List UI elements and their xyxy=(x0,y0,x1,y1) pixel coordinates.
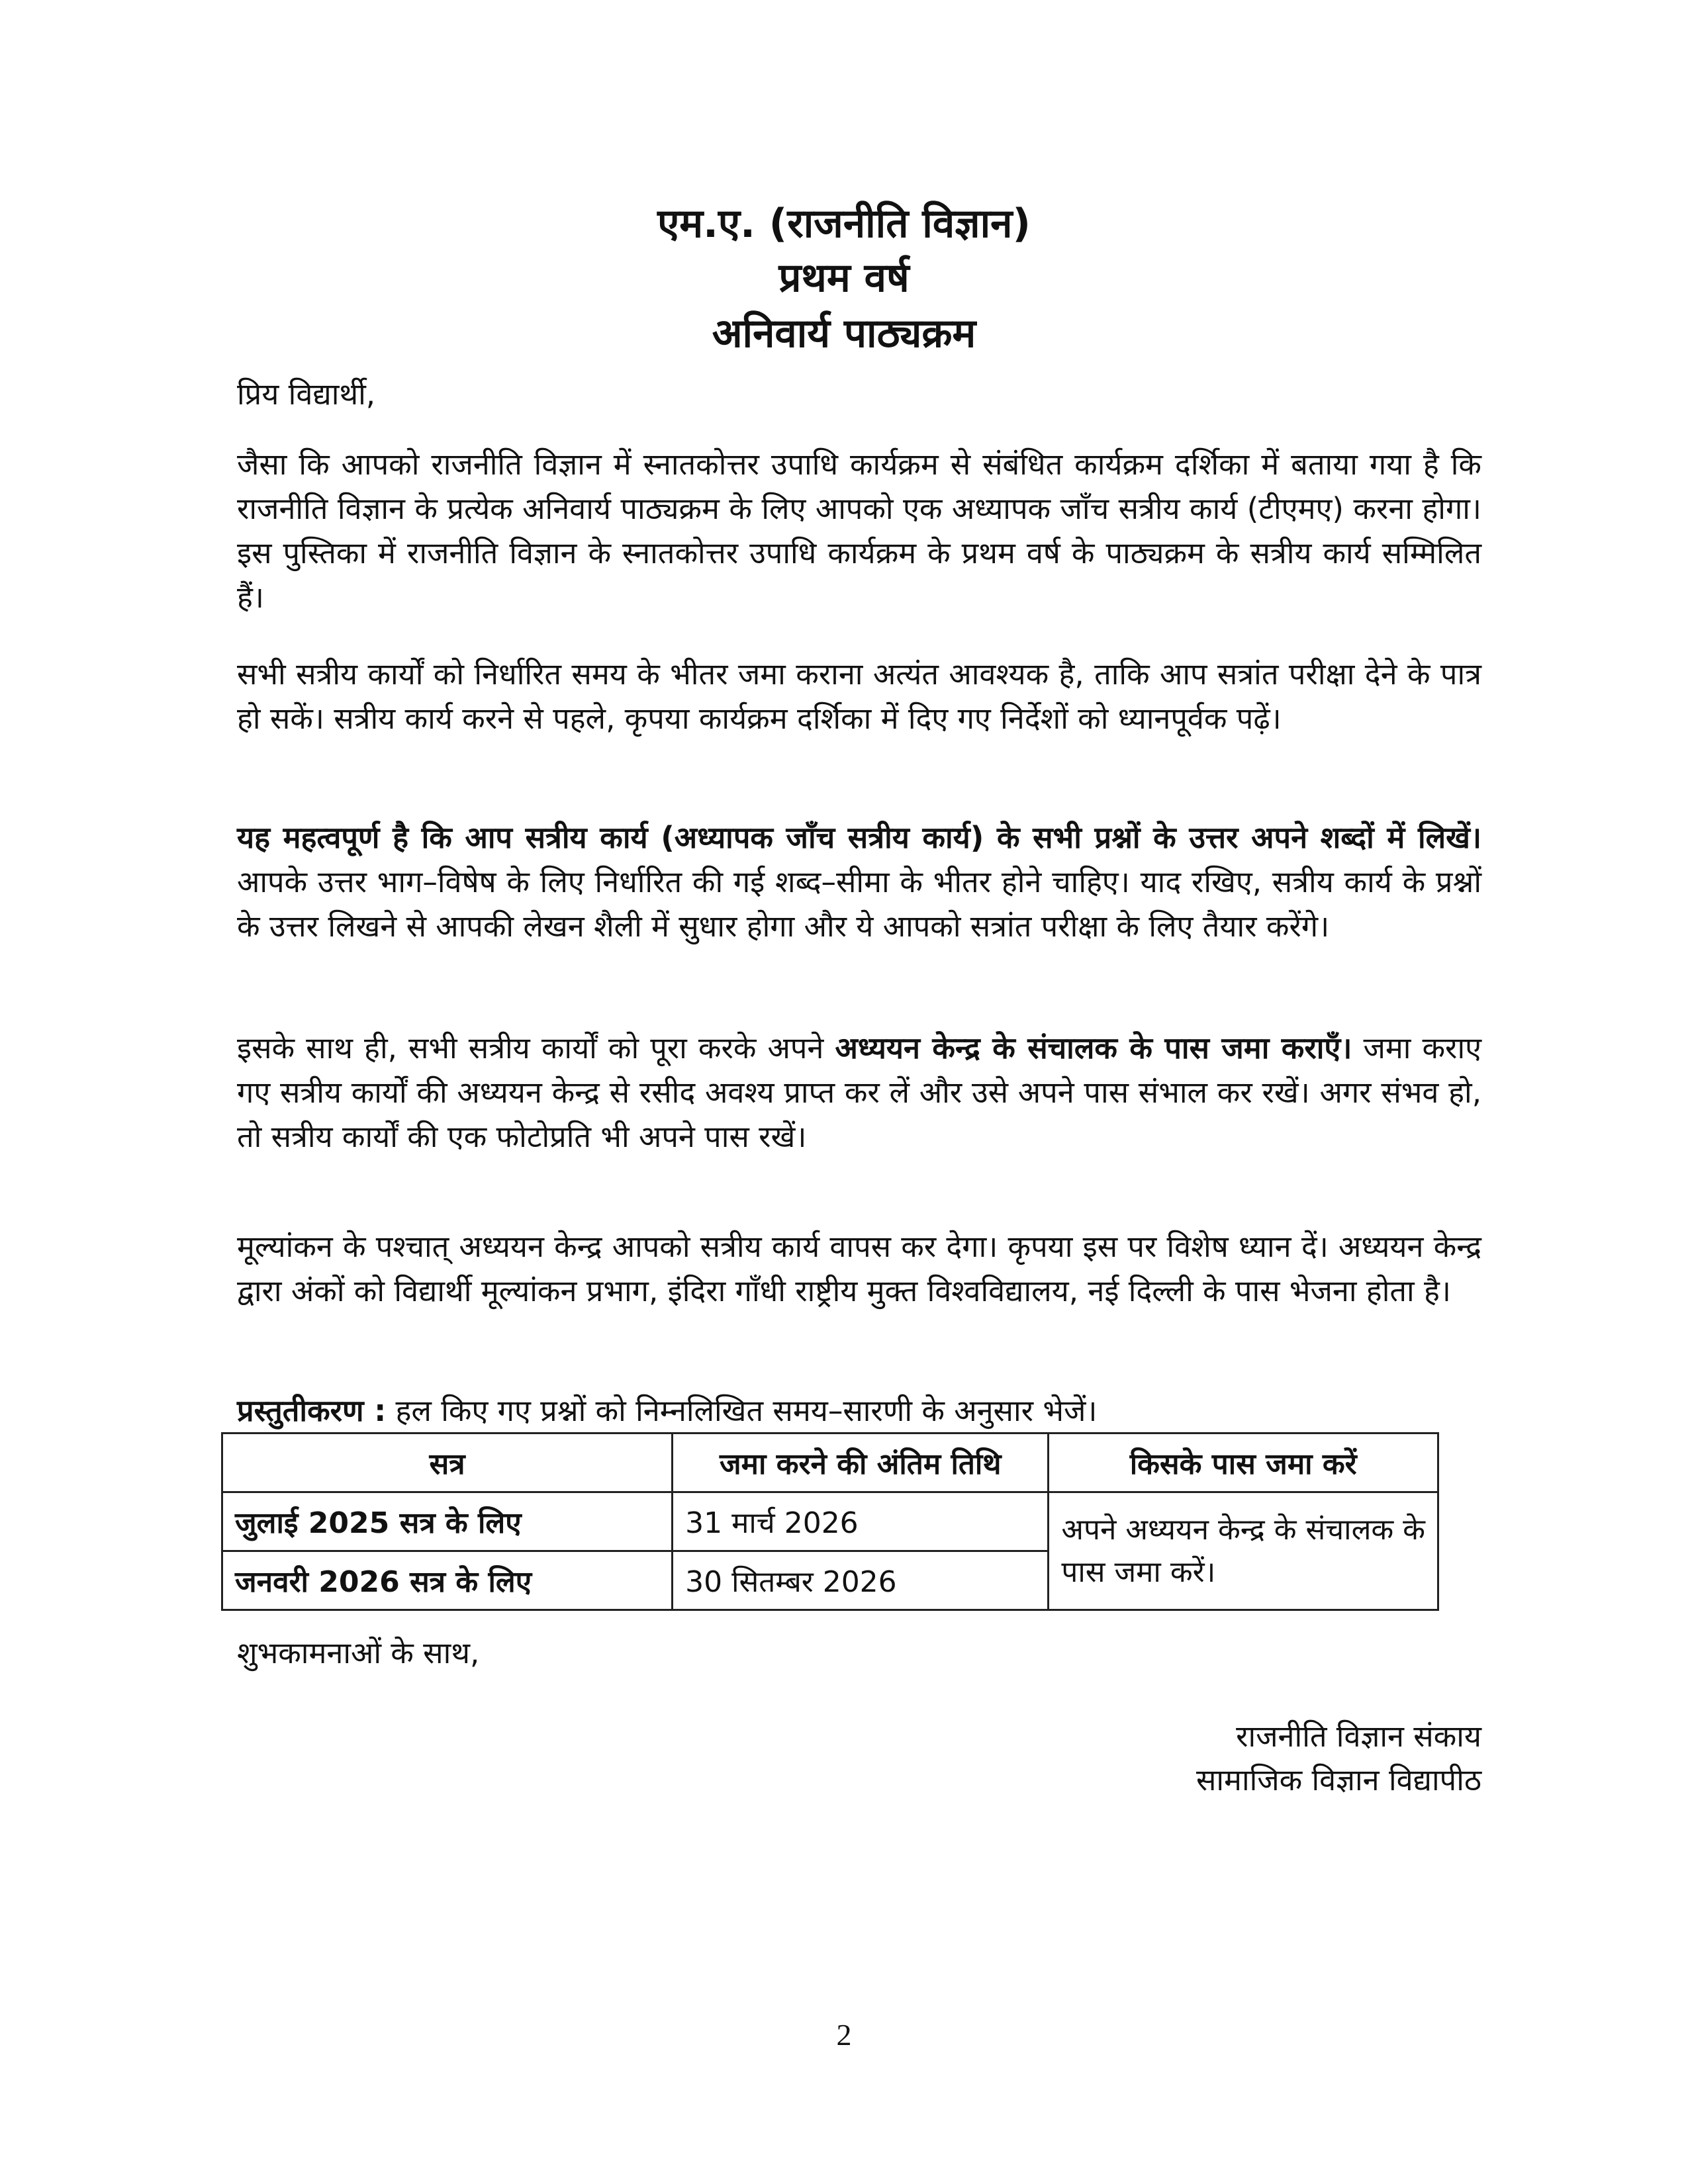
submit-to-cell: अपने अध्ययन केन्द्र के संचालक के पास जमा करें। xyxy=(1049,1492,1438,1610)
header-deadline: जमा करने की अंतिम तिथि xyxy=(673,1433,1049,1492)
header-submit-to: किसके पास जमा करें xyxy=(1049,1433,1438,1492)
table-row xyxy=(222,1492,1438,1551)
paragraph-evaluation: मूल्यांकन के पश्चात् अध्ययन केन्द्र आपको सत्रीय कार्य वापस कर देगा। कृपया इस पर विशेष ध्यान दें। अध्ययन केन्द्र द्वारा अंकों को विद्यार्थी मूल्यांकन प्रभाग, इंदिरा गाँधी राष्ट्रीय मुक्त विश्वविद्यालय, नई दिल्ली के पास भेजना होता है। xyxy=(237,1229,1481,1308)
deadline-cell: 30 सितम्बर 2026 xyxy=(673,1551,1049,1610)
paragraph-presentation xyxy=(237,1388,1481,1433)
presentation-text: हल किए गए प्रश्नों को निम्नलिखित समय–सारणी के अनुसार भेजें। xyxy=(386,1393,1098,1428)
page-number: 2 xyxy=(836,2018,852,2052)
heading-year: प्रथम वर्ष xyxy=(778,255,910,301)
session-cell: जुलाई 2025 सत्र के लिए xyxy=(222,1492,673,1551)
closing-line: शुभकामनाओं के साथ, xyxy=(237,1635,480,1670)
paragraph-deadline-note: सभी सत्रीय कार्यों को निर्धारित समय के भीतर जमा कराना अत्यंत आवश्यक है, ताकि आप सत्रांत परीक्षा देने के पात्र हो सकें। सत्रीय कार्य करने से पहले, कृपया कार्यक्रम दर्शिका में दिए गए निर्देशों को ध्यानपूर्वक पढ़ें। xyxy=(237,657,1481,736)
submission-start: इसके साथ ही, सभी सत्रीय कार्यों को पूरा करके अपने xyxy=(237,1030,835,1066)
heading-course-type: अनिवार्य पाठ्यक्रम xyxy=(712,310,976,357)
salutation: प्रिय विद्यार्थी, xyxy=(237,377,376,412)
signature-school: सामाजिक विज्ञान विद्यापीठ xyxy=(1196,1762,1481,1797)
submission-schedule-table xyxy=(221,1432,1439,1611)
paragraph-intro: जैसा कि आपको राजनीति विज्ञान में स्नातकोत्तर उपाधि कार्यक्रम से संबंधित कार्यक्रम दर्शिका में बताया गया है कि राजनीति विज्ञान के प्रत्येक अनिवार्य पाठ्यक्रम के लिए आपको एक अध्यापक जाँच सत्रीय कार्य (टीएमए) करना होगा। इस पुस्तिका में राजनीति विज्ञान के स्नातकोत्तर उपाधि कार्यक्रम के प्रथम वर्ष के पाठ्यक्रम के सत्रीय कार्य सम्मिलित हैं। xyxy=(237,447,1481,615)
submission-rest: जमा कराए गए सत्रीय कार्यों की अध्ययन केन्द्र से रसीद अवश्य प्राप्त कर लें और उसे अपने पास संभाल कर रखें। अगर संभव हो, तो सत्रीय कार्यों की एक फोटोप्रति भी अपने पास रखें। xyxy=(237,1030,1481,1154)
deadline-cell: 31 मार्च 2026 xyxy=(673,1492,1049,1551)
session-cell: जनवरी 2026 सत्र के लिए xyxy=(222,1551,673,1610)
own-words-emphasis: यह महत्वपूर्ण है कि आप सत्रीय कार्य (अध्यापक जाँच सत्रीय कार्य) के सभी प्रश्नों के उत्तर अपने शब्दों में लिखें। xyxy=(237,820,1481,855)
table-header-row xyxy=(222,1433,1438,1492)
paragraph-submission xyxy=(237,1026,1481,1159)
signature-faculty: राजनीति विज्ञान संकाय xyxy=(1236,1719,1481,1754)
heading-programme: एम.ए. (राजनीति विज्ञान) xyxy=(657,201,1031,247)
header-session: सत्र xyxy=(222,1433,673,1492)
presentation-label: प्रस्तुतीकरण : xyxy=(237,1393,387,1428)
submission-emphasis: अध्ययन केन्द्र के संचालक के पास जमा कराएँ। xyxy=(835,1030,1352,1066)
own-words-rest: आपके उत्तर भाग–विषेष के लिए निर्धारित की गई शब्द–सीमा के भीतर होने चाहिए। याद रखिए, सत्रीय कार्य के प्रश्नों के उत्तर लिखने से आपकी लेखन शैली में सुधार होगा और ये आपको सत्रांत परीक्षा के लिए तैयार करेंगे। xyxy=(237,864,1481,944)
paragraph-own-words xyxy=(237,815,1481,948)
